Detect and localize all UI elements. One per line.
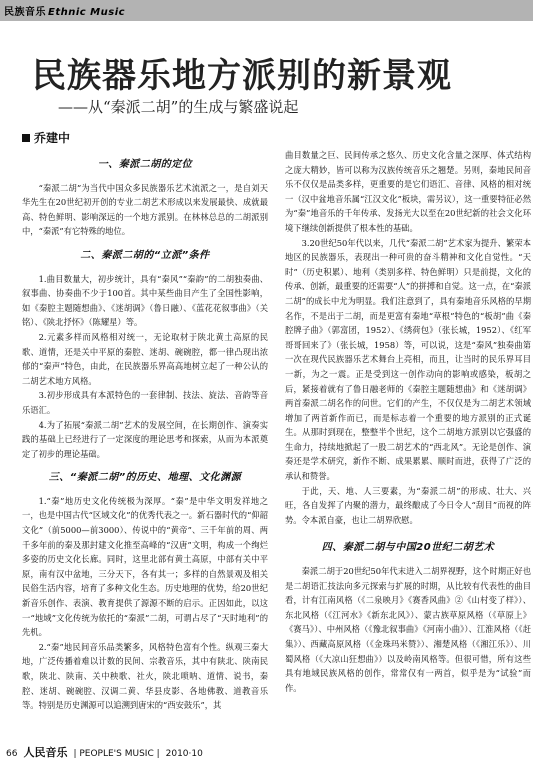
- paragraph: 秦派二胡于20世纪50年代末进入二胡界视野，这个时期正好也是二胡语汇技法向多元探索与扩展的时期，从比较有代表性的曲目看，计有江南风格（《二泉映月》《赛香风曲》②《山村变了样》）、东北风格（《江河水》《新东北风》）、蒙古族草原风格（《草原上》《赛马》）、中州风格（《豫北叙事曲》《河南小曲》）、江淮风格（《赶集》）、西藏高原风格（《金珠玛米赞》）、湘楚风格（《湘江乐》）、川蜀风格（《大凉山狂想曲》）以及岭南风格等。但很可惜，所有这些具有地域民族风格的创作，常常仅有一两首，似乎是为“试验”而作。: [285, 566, 531, 693]
- section-label-en: Ethnic Music: [48, 7, 126, 18]
- section-label-zh: 民族音乐: [4, 7, 46, 18]
- paragraph: 4.为了拓展“秦派二胡”艺术的发展空间，在长期创作、演奏实践的基础上已经进行了一定深度的理论思考和探索，从而为本派奠定了初步的理论基础。: [22, 419, 268, 459]
- section-heading-1: 一、秦派二胡的定位: [97, 159, 193, 170]
- article-title: 民族器乐地方派别的新景观: [32, 56, 452, 96]
- paragraph: “秦派二胡”为当代中国众多民族器乐艺术流派之一，是自刘天华先生在20世纪初开创的专业二胡艺术形成以来发展最快、成就最高、特色鲜明、影响深远的一个地方派别。在林林总总的二胡派别中，“秦派”有它特殊的地位。: [22, 182, 268, 237]
- paragraph: 3.20世纪50年代以来，几代“秦派二胡”艺术家为提升、繁荣本地区的民族器乐，表现出一种可贵的奋斗精神和文化自觉性。“天时”（历史积累）、地利（类别多样、特色鲜明）只是前提，文化的传承、创新，最重要的还需要“人”的拼搏和自觉。这一点，在“秦派二胡”的成长中尤为明显。我们注意到了，具有秦地音乐风格的早期名作，不是出于二胡，而是更富有秦地“草根”特色的“板胡”曲《秦腔牌子曲》（郭富团，1952）、《绣荷包》（张长城，1952）、《红军哥哥回来了》（张长城，1958）等，可以说，这是“秦风”独奏曲第一次在现代民族器乐艺术舞台上亮相，而且，让当时的民乐界耳目一新，为之一震。正是受到这一创作动向的影响或感染，板胡之后，紧接着就有了鲁日融老师的《秦腔主题随想曲》和《迷胡调》两首秦派二胡名作的问世。它们的产生，不仅仅是为二胡艺术领域增加了两首新作而已，而是标志着一个重要的地方派别的正式诞生。从那时到现在，整整半个世纪，这个二胡地方派别以它强盛的生命力，持续地掀起了一股二胡艺术的“西北风”。无论是创作、演奏还是学术研究，新作不断、成果累累、顺时而进，获得了广泛的承认和赞誉。: [285, 237, 531, 482]
- article-subtitle: ——从“秦派二胡”的生成与繁盛说起: [58, 98, 299, 116]
- header-bar: [0, 0, 533, 21]
- square-bullet-icon: [22, 134, 30, 142]
- section-heading-4: 四、秦派二胡与中国20世纪二胡艺术: [321, 542, 495, 554]
- left-column: [22, 148, 268, 713]
- paragraph: 2.“秦”地民间音乐品类繁多，风格特色富有个性。纵观三秦大地，广泛传播着难以计数的民间、宗教音乐，其中有陕北、陕南民歌，陕北、陕南、关中秧歌、社火，陕北唢呐、道情、说书，秦腔、迷胡、碗碗腔、汉调二黄、华县皮影、各地佛教、道教音乐等。特别是历史渊源可以追溯到唐宋的“西安鼓乐”，其: [22, 641, 268, 711]
- paragraph: 1.“秦”地历史文化传统极为深厚。“秦”是中华文明发祥地之一，也是中国古代“区域文化”的优秀代表之一。新石器时代的“仰韶文化”（前5000—前3000）、传说中的“黄帝”、三千年前的周、两千多年前的秦及那封建文化推至高峰的“汉唐”文明，构成一个绚烂多姿的历史文化长廊。同时，这里北部有黄土高原，中部有关中平原，南有汉中盆地，三分天下，各有其一；多样的自然景观及相关民俗生活内容，培育了多种文化生态。历史地理的优势，给20世纪新音乐创作、表演、教育提供了源源不断的启示。正因如此，以这一“地域”文化传统为依托的“秦派”二胡，可谓占尽了“天时地利”的先机。: [22, 495, 268, 638]
- paragraph: 1.曲目数量大，初步统计，具有“秦风”“秦韵”的二胡独奏曲、叙事曲、协奏曲不少于100首。其中某些曲目产生了全国性影响，如《秦腔主题随想曲》、《迷胡调》（鲁日融）、《蓝花花叙事曲》（关铭）、《陕北抒怀》（陈耀星）等。: [22, 273, 268, 328]
- magazine-brand-en: | PEOPLE'S MUSIC |: [73, 749, 160, 759]
- author-name: 乔建中: [34, 131, 71, 145]
- page-footer: [6, 744, 203, 760]
- section-heading-2: 二、秦派二胡的“立派”条件: [80, 249, 210, 261]
- paragraph: 于此，天、地、人三要素，为“秦派二胡”的形成、壮大、兴旺，各自发挥了内聚的潜力，最终酿成了今日令人“刮目”而视的阵势。令本派自豪，也让二胡界欣慰。: [285, 485, 531, 525]
- right-column: [285, 148, 531, 695]
- magazine-brand: 人民音乐: [23, 746, 68, 759]
- section-heading-3: 三、“秦派二胡”的历史、地理、文化渊源: [48, 472, 242, 484]
- paragraph: 3.初步形成具有本派特色的一套律制、技法、旋法、音韵等音乐语汇。: [22, 390, 268, 415]
- issue-number: 2010·10: [165, 749, 203, 759]
- paragraph: 曲目数量之巨、民间传承之悠久、历史文化含量之深厚、体式结构之庞大精妙，皆可以称为汉族传统音乐之翘楚。另则，秦地民间音乐不仅仅是品类多样，更重要的是它们语汇、音律、风格的相对统一（汉中盆地音乐属“江汉文化”板块，需另议），这一重要特征必然为“秦”地音乐的千年传承、发扬光大以至在20世纪新的社会文化环境下继续创新提供了根本性的基础。: [285, 150, 531, 233]
- author-byline: [22, 129, 70, 146]
- section-label: [4, 3, 125, 18]
- page-number: 66: [6, 749, 18, 759]
- paragraph: 2.元素多样而风格相对统一，无论取材于陕北黄土高原的民歌、道情，还是关中平原的秦腔、迷胡、碗碗腔，都一律凸现出浓郁的“秦声”特色，由此，在民族器乐界高高地树立起了一种公认的二胡艺术地方风格。: [22, 331, 268, 386]
